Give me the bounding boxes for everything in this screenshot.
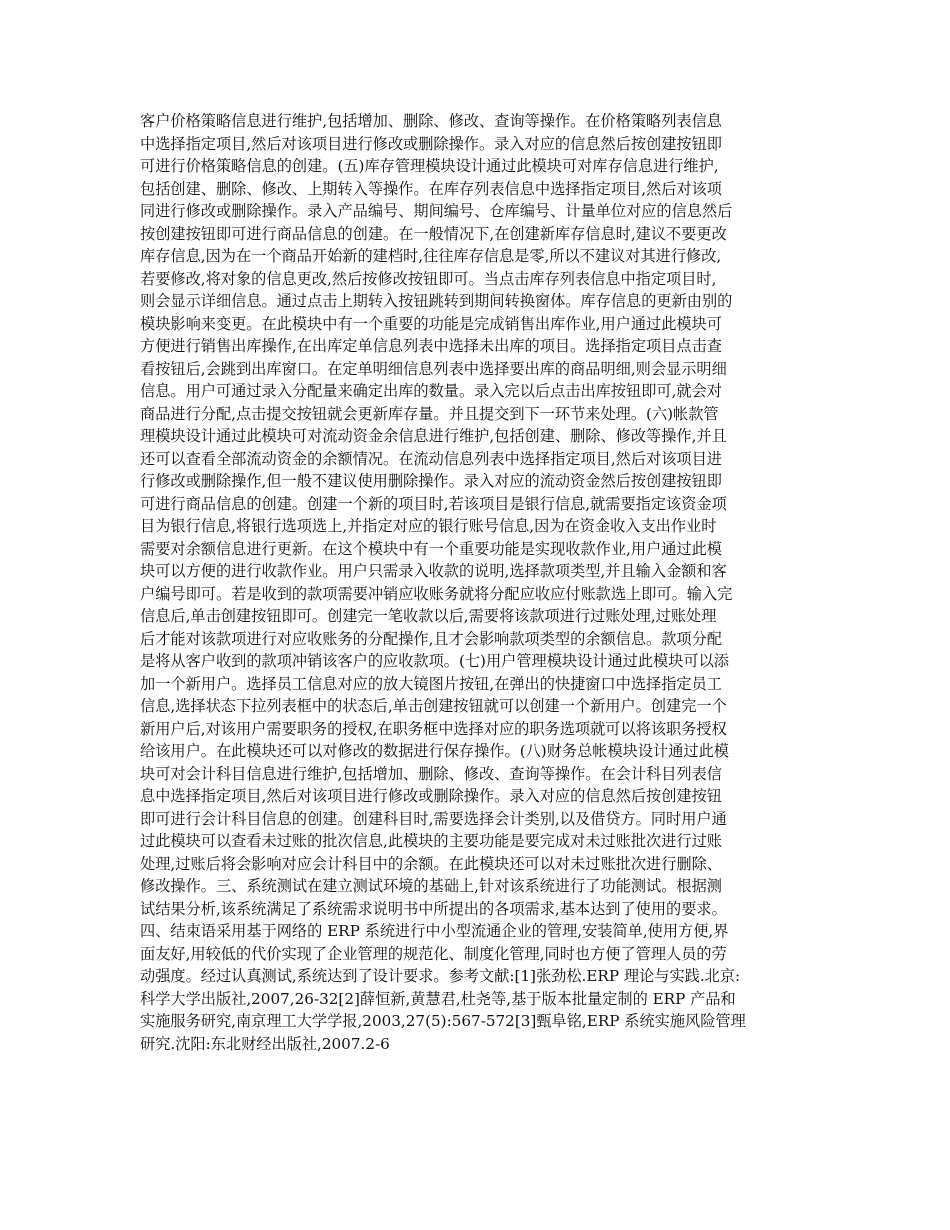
- text-line: 信息,选择状态下拉列表框中的状态后,单击创建按钮就可以创建一个新用户。创建完一个: [140, 697, 727, 715]
- text-line: 试结果分析,该系统满足了系统需求说明书中所提出的各项需求,基本达到了使用的要求。: [140, 899, 727, 918]
- text-line: 后才能对该款项进行对应收账务的分配操作,且才会影响款项类型的余额信息。款项分配: [140, 629, 722, 648]
- text-line: 加一个新用户。选择员工信息对应的放大镜图片按钮,在弹出的快捷窗口中选择指定员工: [140, 674, 722, 693]
- text-line: 同进行修改或删除操作。录入产品编号、期间编号、仓库编号、计量单位对应的信息然后: [140, 202, 733, 220]
- text-line: 信息。用户可通过录入分配量来确定出库的数量。录入完以后点击出库按钮即可,就会对: [140, 382, 722, 400]
- text-line: 实施服务研究,南京理工大学学报,2003,27(5):567-572[3]甄阜铭,ERP 系统实施风险管理: [140, 1012, 746, 1030]
- text-line: 处理,过账后将会影响对应会计科目中的余额。在此模块还可以对未过账批次进行删除、: [140, 854, 722, 873]
- text-line: 库存信息,因为在一个商品开始新的建档时,往往库存信息是零,所以不建议对其进行修改,: [140, 247, 722, 265]
- text-line: 信息后,单击创建按钮即可。创建完一笔收款以后,需要将该款项进行过账处理,过账处理: [140, 607, 717, 625]
- text-line: 目为银行信息,将银行选项选上,并指定对应的银行账号信息,因为在资金收入支出作业时: [140, 517, 717, 535]
- text-line: 块可对会计科目信息进行维护,包括增加、删除、修改、查询等操作。在会计科目列表信: [140, 764, 722, 783]
- text-line: 新用户后,对该用户需要职务的授权,在职务框中选择对应的职务选项就可以将该职务授权: [140, 719, 727, 738]
- text-line: 息中选择指定项目,然后对该项目进行修改或删除操作。录入对应的信息然后按创建按钮: [140, 787, 722, 805]
- text-line: 面友好,用较低的代价实现了企业管理的规范化、制度化管理,同时也方便了管理人员的劳: [140, 944, 727, 963]
- text-line: 即可进行会计科目信息的创建。创建科目时,需要选择会计类别,以及借贷方。同时用户通: [140, 809, 727, 828]
- text-line: 可进行商品信息的创建。创建一个新的项目时,若该项目是银行信息,就需要指定该资金项: [140, 494, 727, 513]
- body-text: [140, 110, 820, 1055]
- text-line: 修改操作。三、系统测试在建立测试环境的基础上,针对该系统进行了功能测试。根据测: [140, 877, 722, 895]
- text-line: 是将从客户收到的款项冲销该客户的应收款项。(七)用户管理模块设计通过此模块可以添: [140, 652, 729, 670]
- text-line: 则会显示详细信息。通过点击上期转入按钮跳转到期间转换窗体。库存信息的更新由别的: [140, 292, 733, 310]
- text-line: 块可以方便的进行收款作业。用户只需录入收款的说明,选择款项类型,并且输入金额和客: [140, 562, 727, 580]
- text-line: 理模块设计通过此模块可对流动资金余信息进行维护,包括创建、删除、修改等操作,并且: [140, 427, 727, 445]
- text-line: 还可以查看全部流动资金的余额情况。在流动信息列表中选择指定项目,然后对该项目进: [140, 449, 722, 468]
- text-line: 按创建按钮即可进行商品信息的创建。在一般情况下,在创建新库存信息时,建议不要更改: [140, 224, 727, 243]
- text-line: 研究.沈阳:东北财经出版社,2007.2-6: [140, 1034, 390, 1053]
- text-line: 可进行价格策略信息的创建。(五)库存管理模块设计通过此模块可对库存信息进行维护,: [140, 157, 719, 175]
- text-line: 模块影响来变更。在此模块中有一个重要的功能是完成销售出库作业,用户通过此模块可: [140, 314, 722, 333]
- text-line: 需要对余额信息进行更新。在这个模块中有一个重要功能是实现收款作业,用户通过此模: [140, 539, 722, 558]
- text-line: 客户价格策略信息进行维护,包括增加、删除、修改、查询等操作。在价格策略列表信息: [140, 112, 722, 130]
- text-line: 中选择指定项目,然后对该项目进行修改或删除操作。录入对应的信息然后按创建按钮即: [140, 134, 722, 153]
- text-line: 方便进行销售出库操作,在出库定单信息列表中选择未出库的项目。选择指定项目点击查: [140, 337, 722, 355]
- text-line: 包括创建、删除、修改、上期转入等操作。在库存列表信息中选择指定项目,然后对该项: [140, 179, 722, 198]
- text-line: 动强度。经过认真测试,系统达到了设计要求。参考文献:[1]张劲松.ERP 理论与实践.北京:: [140, 967, 741, 985]
- text-line: 户编号即可。若是收到的款项需要冲销应收账务就将分配应收应付账款选上即可。输入完: [140, 584, 733, 603]
- text-line: 若要修改,将对象的信息更改,然后按修改按钮即可。当点击库存列表信息中指定项目时,: [140, 269, 717, 288]
- text-line: 看按钮后,会跳到出库窗口。在定单明细信息列表中选择要出库的商品明细,则会显示明细: [140, 359, 727, 378]
- text-line: 给该用户。在此模块还可以对修改的数据进行保存操作。(八)财务总帐模块设计通过此模: [140, 742, 729, 760]
- text-line: 过此模块可以查看未过账的批次信息,此模块的主要功能是要完成对未过账批次进行过账: [140, 832, 722, 850]
- text-line: 科学大学出版社,2007,26-32[2]薛恒新,黄慧君,杜尧等,基于版本批量定制的 ERP 产品和: [140, 989, 736, 1008]
- text-line: 商品进行分配,点击提交按钮就会更新库存量。并且提交到下一环节来处理。(六)帐款管: [140, 404, 719, 423]
- text-line: 行修改或删除操作,但一般不建议使用删除操作。录入对应的流动资金然后按创建按钮即: [140, 472, 722, 490]
- text-line: 四、结束语采用基于网络的 ERP 系统进行中小型流通企业的管理,安装简单,使用方便,界: [140, 922, 729, 940]
